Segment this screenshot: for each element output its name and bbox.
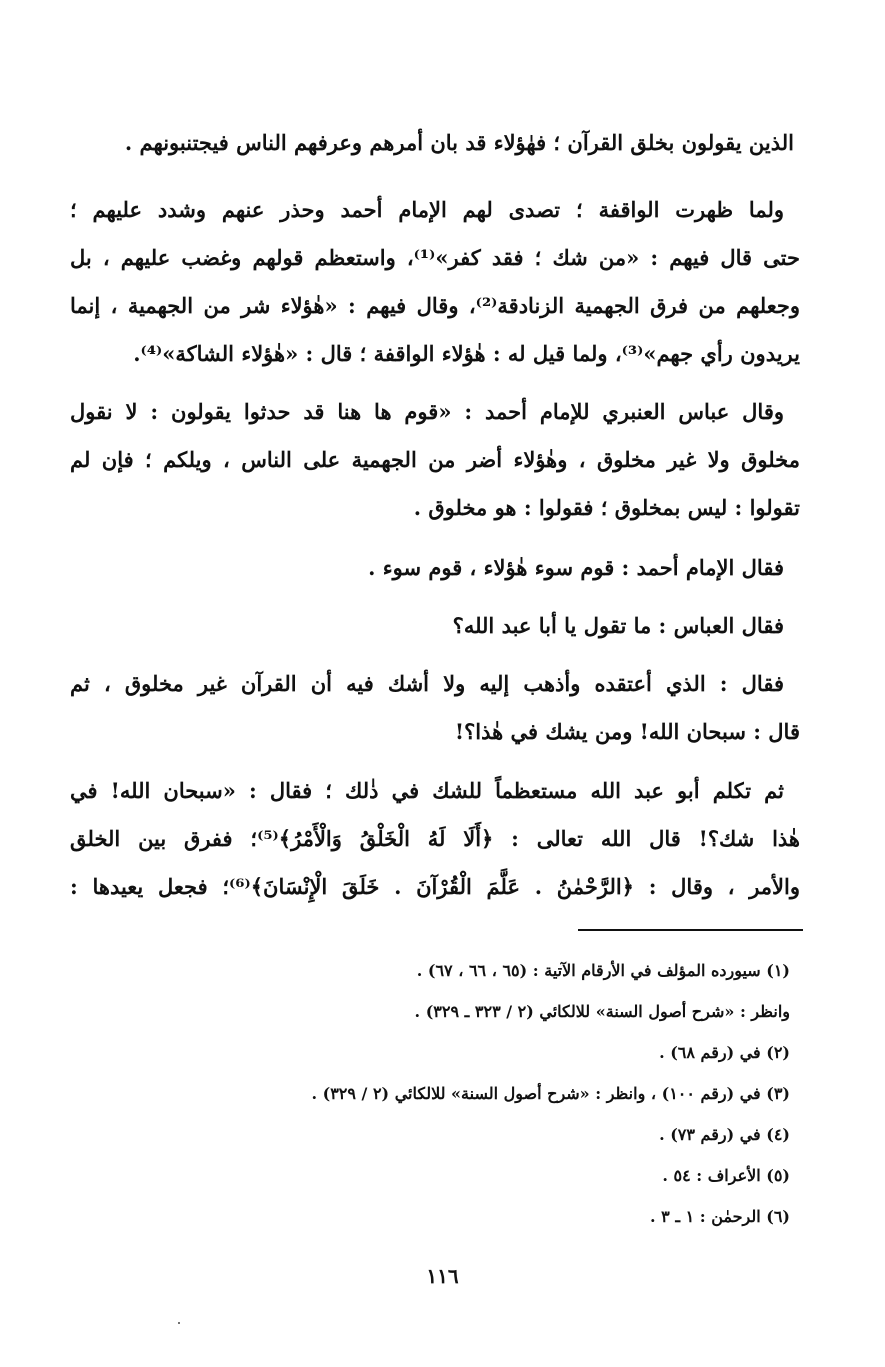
text-line: ولما ظهرت الواقفة ؛ تصدى لهم الإمام أحمد وحذر عنهم وشدد عليهم ؛ — [70, 197, 784, 222]
footnote-item: وانظر : «شرح أصول السنة» للالكائي (٢ / ٣٢٣ ـ ٣٢٩) . — [414, 1002, 790, 1021]
footnote-item: (٣) في (رقم ١٠٠) ، وانظر : «شرح أصول السنة» للالكائي (٢ / ٣٢٩) . — [311, 1084, 790, 1103]
paragraph-2 — [70, 186, 800, 378]
paragraph-4 — [70, 544, 800, 592]
footnotes — [150, 950, 800, 1237]
text-line: ثم تكلم أبو عبد الله مستعظماً للشك في ذٰلك ؛ فقال : «سبحان الله! في — [70, 778, 784, 803]
text-line: فقال العباس : ما تقول يا أبا عبد الله؟ — [452, 613, 784, 638]
paragraph-5 — [70, 602, 800, 650]
scan-speck — [178, 1322, 180, 1324]
text-line: وقال عباس العنبري للإمام أحمد : «قوم ها هنا قد حدثوا يقولون : لا نقول — [70, 399, 784, 424]
text-line: مخلوق ولا غير مخلوق ، وهٰؤلاء أضر من الجهمية على الناس ، ويلكم ؛ فإن لم — [70, 447, 800, 472]
text-line: هٰذا شك؟! قال الله تعالى : ﴿أَلَا لَهُ الْخَلْقُ وَالْأَمْرُ﴾⁽⁵⁾؛ ففرق بين الخلق — [70, 826, 801, 851]
footnote-item: (٢) في (رقم ٦٨) . — [659, 1043, 790, 1062]
footnote-item: (١) سيورده المؤلف في الأرقام الآتية : (٦٥ ، ٦٦ ، ٦٧) . — [416, 961, 790, 980]
text-line: الذين يقولون بخلق القرآن ؛ فهٰؤلاء قد بان أمرهم وعرفهم الناس فيجتنبونهم . — [124, 130, 794, 155]
paragraph-6 — [70, 660, 800, 756]
text-line: حتى قال فيهم : «من شك ؛ فقد كفر»⁽¹⁾، واستعظم قولهم وغضب عليهم ، بل — [70, 245, 801, 270]
footnote-separator — [578, 929, 803, 931]
text-line: فقال : الذي أعتقده وأذهب إليه ولا أشك فيه أن القرآن غير مخلوق ، ثم — [70, 671, 784, 696]
text-line: وجعلهم من فرق الجهمية الزنادقة⁽²⁾، وقال فيهم : «هٰؤلاء شر من الجهمية ، إنما — [70, 293, 800, 318]
footnote-item: (٥) الأعراف : ٥٤ . — [662, 1166, 790, 1185]
text-line: قال : سبحان الله! ومن يشك في هٰذا؟! — [454, 719, 800, 744]
text-line: تقولوا : ليس بمخلوق ؛ فقولوا : هو مخلوق . — [413, 495, 800, 520]
page-number: ١١٦ — [426, 1264, 459, 1288]
text-line: يريدون رأي جهم»⁽³⁾، ولما قيل له : هٰؤلاء الواقفة ؛ قال : «هٰؤلاء الشاكة»⁽⁴⁾. — [133, 341, 800, 366]
text-line: فقال الإمام أحمد : قوم سوء هٰؤلاء ، قوم سوء . — [368, 555, 784, 580]
text-line: والأمر ، وقال : ﴿الرَّحْمٰنُ . عَلَّمَ الْقُرْآنَ . خَلَقَ الْإِنْسَانَ﴾⁽⁶⁾؛ فجعل يعيدها : — [70, 874, 800, 899]
footnote-item: (٤) في (رقم ٧٣) . — [659, 1125, 790, 1144]
paragraph-7 — [70, 767, 800, 911]
paragraph-1 — [70, 119, 800, 167]
paragraph-3 — [70, 388, 800, 532]
footnote-item: (٦) الرحمٰن : ١ ـ ٣ . — [650, 1207, 790, 1226]
